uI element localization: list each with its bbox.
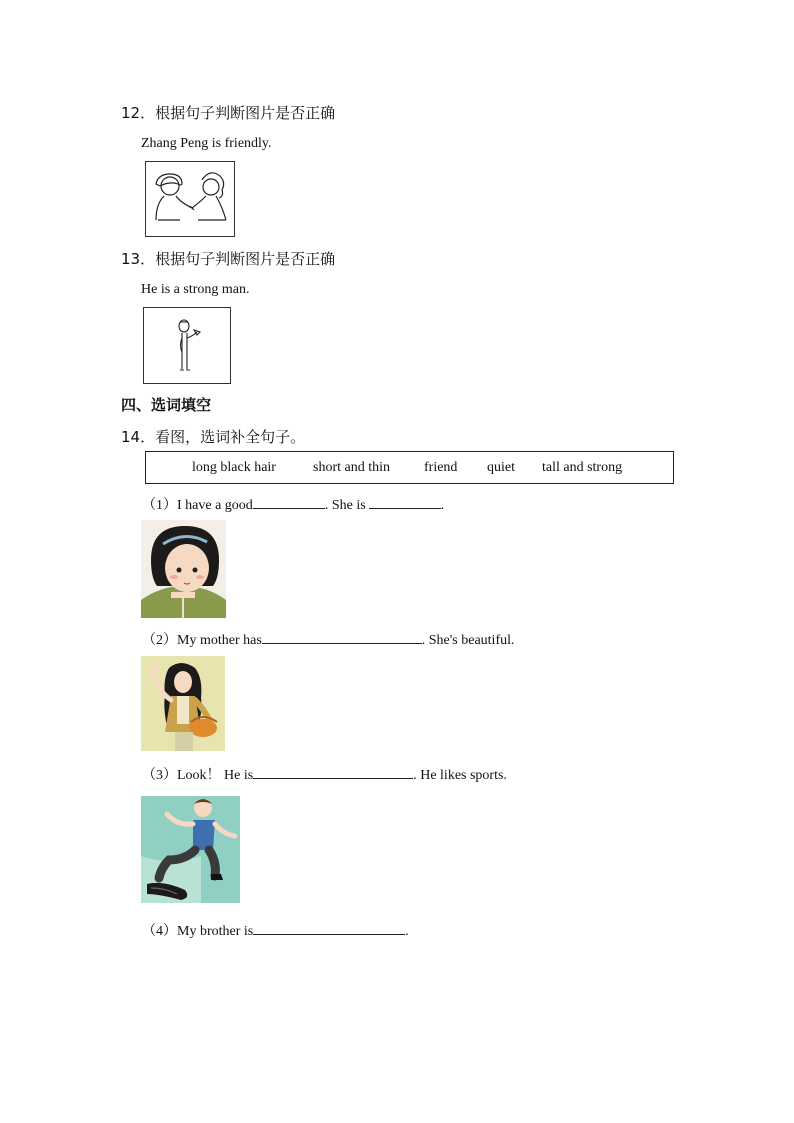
item-text-before: My brother is: [177, 924, 254, 939]
item-text-after: .: [405, 924, 409, 939]
word-bank-item: long black hair: [192, 460, 276, 475]
word-bank-item: short and thin: [313, 460, 390, 475]
q14-item-2-picture-mother: [141, 656, 225, 751]
q13-number: 13．: [121, 250, 156, 268]
answer-blank[interactable]: [262, 630, 422, 644]
item-text-after: . He likes sports.: [413, 768, 507, 783]
word-bank-item: quiet: [487, 460, 515, 475]
item-text-middle: . She is: [324, 498, 366, 513]
q14-item-1: [142, 494, 444, 514]
q14-item-2: [142, 629, 515, 649]
sporty-boy-illustration: [141, 796, 240, 903]
q14-item-1-picture-girl: [141, 520, 226, 618]
q12-instruction: 根据句子判断图片是否正确: [155, 104, 336, 122]
item-number: （1）: [142, 498, 177, 513]
item-number: （3）: [142, 768, 177, 783]
item-text-after: .: [440, 498, 445, 513]
q14-item-3-picture-boy-skateboarding: [141, 796, 240, 903]
answer-blank[interactable]: [253, 765, 413, 779]
item-text-after: . She's beautiful.: [421, 633, 515, 648]
q13-heading: [121, 248, 335, 269]
long-hair-woman-illustration: [141, 656, 225, 751]
handshake-illustration: [146, 162, 235, 237]
q12-picture-two-kids-shaking-hands: [145, 161, 235, 237]
item-text-before: My mother has: [177, 633, 262, 648]
word-bank: [145, 451, 674, 484]
q14-heading: [121, 426, 305, 447]
q14-instruction: 看图，选词补全句子。: [155, 428, 306, 446]
thin-man-illustration: [144, 308, 231, 384]
item-number: （4）: [142, 924, 177, 939]
q14-item-4: [142, 920, 409, 940]
answer-blank[interactable]: [369, 495, 441, 509]
item-text-before: I have a good: [177, 498, 253, 513]
item-number: （2）: [142, 633, 177, 648]
section-4-title: 四、选词填空: [121, 396, 212, 414]
item-text-before: Look！ He is: [177, 768, 254, 783]
q14-number: 14．: [121, 428, 156, 446]
word-bank-item: friend: [424, 460, 458, 475]
q13-picture-thin-man: [143, 307, 231, 384]
q13-sentence: He is a strong man.: [141, 282, 250, 297]
q12-sentence: Zhang Peng is friendly.: [141, 136, 272, 151]
answer-blank[interactable]: [253, 495, 325, 509]
q12-heading: [121, 102, 335, 123]
answer-blank[interactable]: [253, 921, 405, 935]
short-hair-girl-illustration: [141, 520, 226, 618]
q13-instruction: 根据句子判断图片是否正确: [155, 250, 336, 268]
q12-number: 12．: [121, 104, 156, 122]
word-bank-item: tall and strong: [542, 460, 623, 475]
q14-item-3: [142, 764, 507, 784]
